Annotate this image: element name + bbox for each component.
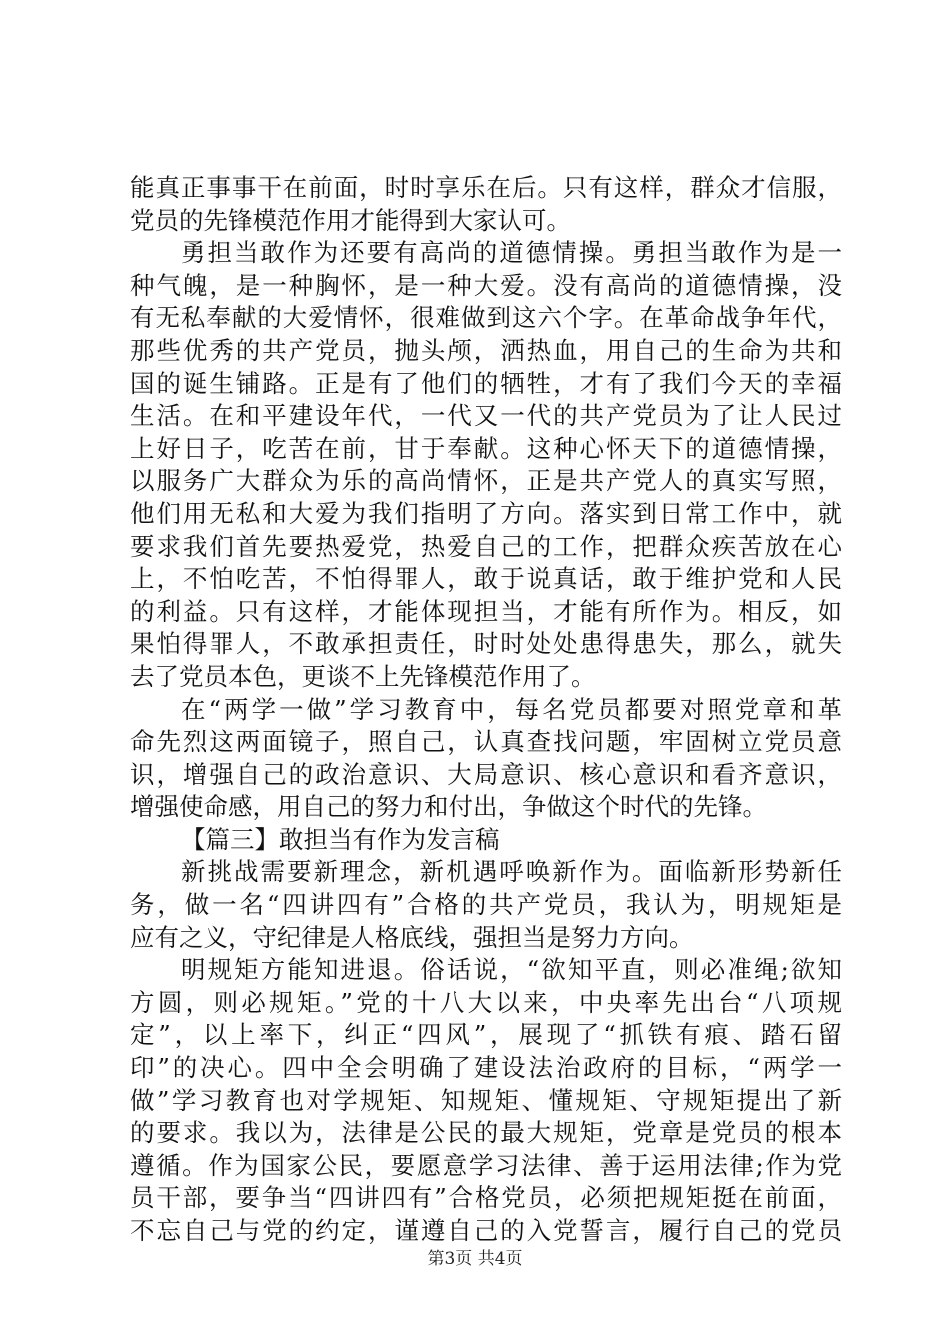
text-line: 上好日子，吃苦在前，甘于奉献。这种心怀天下的道德情操， xyxy=(130,433,842,463)
text-line: 印”的决心。四中全会明确了建设法治政府的目标，“两学一 xyxy=(130,1053,842,1083)
text-line: 种气魄，是一种胸怀，是一种大爱。没有高尚的道德情操，没 xyxy=(130,270,842,300)
text-line: 党员的先锋模范作用才能得到大家认可。 xyxy=(130,205,571,235)
text-line: 不忘自己与党的约定，谨遵自己的入党誓言，履行自己的党员 xyxy=(130,1216,842,1245)
text-line: 识，增强自己的政治意识、大局意识、核心意识和看齐意识， xyxy=(130,759,842,789)
text-line: 果怕得罪人，不敢承担责任，时时处处患得患失，那么，就失 xyxy=(130,629,842,659)
text-line: 做”学习教育也对学规矩、知规矩、懂规矩、守规矩提出了新 xyxy=(130,1085,842,1115)
text-line: 员干部，要争当“四讲四有”合格党员，必须把规矩挺在前面， xyxy=(130,1183,842,1213)
text-line: 增强使命感，用自己的努力和付出，争做这个时代的先锋。 xyxy=(130,792,767,822)
paragraph-first-line: 新挑战需要新理念，新机遇呼唤新作为。面临新形势新任 xyxy=(181,857,842,887)
page-number-footer: 第3页 共4页 xyxy=(427,1249,523,1269)
text-line: 遵循。作为国家公民，要愿意学习法律、善于运用法律;作为党 xyxy=(130,1150,842,1180)
text-line: 方圆，则必规矩。”党的十八大以来，中央率先出台“八项规 xyxy=(130,987,842,1017)
text-line: 国的诞生铺路。正是有了他们的牺牲，才有了我们今天的幸福 xyxy=(130,368,842,398)
text-line: 他们用无私和大爱为我们指明了方向。落实到日常工作中，就 xyxy=(130,498,842,528)
body-text xyxy=(130,172,842,1248)
text-line: 去了党员本色，更谈不上先锋模范作用了。 xyxy=(130,661,596,691)
text-line: 要求我们首先要热爱党，热爱自己的工作，把群众疾苦放在心 xyxy=(130,531,842,561)
text-line: 定”，以上率下，纠正“四风”，展现了“抓铁有痕、踏石留 xyxy=(130,1020,842,1050)
text-line: 的利益。只有这样，才能体现担当，才能有所作为。相反，如 xyxy=(130,596,842,626)
paragraph-first-line: 明规矩方能知进退。俗话说，“欲知平直，则必准绳;欲知 xyxy=(181,955,842,985)
text-line: 命先烈这两面镜子，照自己，认真查找问题，牢固树立党员意 xyxy=(130,727,842,757)
text-line: 能真正事事干在前面，时时享乐在后。只有这样，群众才信服， xyxy=(130,173,842,202)
text-line: 上，不怕吃苦，不怕得罪人，敢于说真话，敢于维护党和人民 xyxy=(130,564,842,594)
paragraph-first-line: 勇担当敢作为还要有高尚的道德情操。勇担当敢作为是一 xyxy=(181,238,842,268)
text-line: 应有之义，守纪律是人格底线，强担当是努力方向。 xyxy=(130,922,694,952)
text-line: 以服务广大群众为乐的高尚情怀，正是共产党人的真实写照， xyxy=(130,466,842,496)
paragraph-first-line: 在“两学一做”学习教育中，每名党员都要对照党章和革 xyxy=(181,694,842,724)
text-line: 那些优秀的共产党员，抛头颅，洒热血，用自己的生命为共和 xyxy=(130,335,842,365)
text-line: 有无私奉献的大爱情怀，很难做到这六个字。在革命战争年代， xyxy=(130,303,842,333)
section-heading: 【篇三】敢担当有作为发言稿 xyxy=(181,824,500,854)
text-line: 的要求。我以为，法律是公民的最大规矩，党章是党员的根本 xyxy=(130,1118,842,1148)
text-line: 生活。在和平建设年代，一代又一代的共产党员为了让人民过 xyxy=(130,401,842,431)
text-line: 务，做一名“四讲四有”合格的共产党员，我认为，明规矩是 xyxy=(130,890,842,920)
